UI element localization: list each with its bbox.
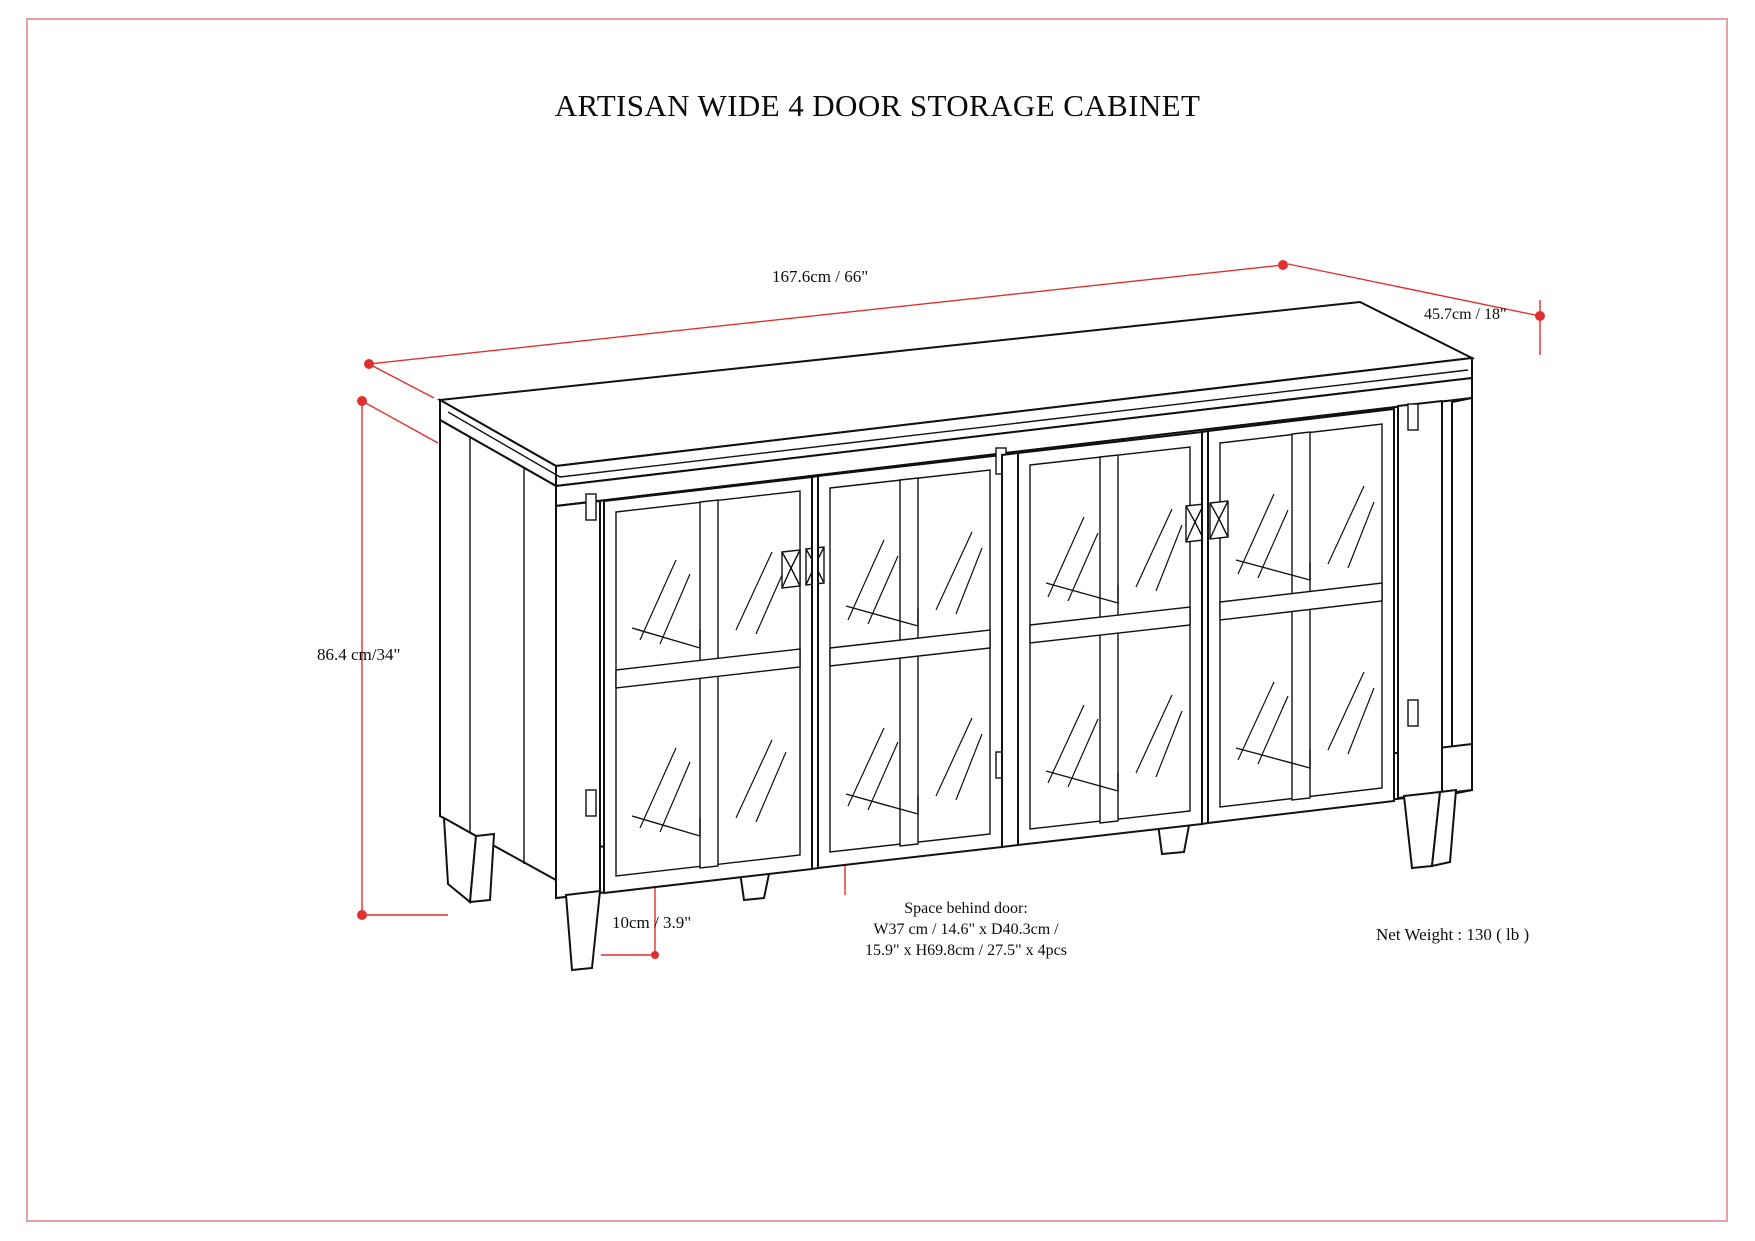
dimension-label-depth: 45.7cm / 18"	[1424, 306, 1507, 323]
note-space-line1: W37 cm / 14.6" x D40.3cm /	[873, 921, 1059, 939]
note-net-weight: Net Weight : 130 ( lb )	[1376, 925, 1530, 944]
door-4	[1208, 409, 1394, 823]
door-1	[604, 477, 812, 893]
dimension-label-leg-height: 10cm / 3.9"	[612, 913, 692, 932]
dimension-label-width: 167.6cm / 66"	[772, 267, 869, 286]
note-space-title: Space behind door:	[904, 900, 1028, 917]
cabinet-illustration	[440, 302, 1472, 970]
page-title: ARTISAN WIDE 4 DOOR STORAGE CABINET	[554, 88, 1201, 123]
door-2	[818, 455, 1002, 868]
dimension-label-height: 86.4 cm/34"	[317, 645, 401, 664]
door-3	[1018, 432, 1202, 845]
note-space-behind-door	[836, 898, 1096, 961]
note-space-line2: 15.9" x H69.8cm / 27.5" x 4pcs	[865, 942, 1067, 960]
